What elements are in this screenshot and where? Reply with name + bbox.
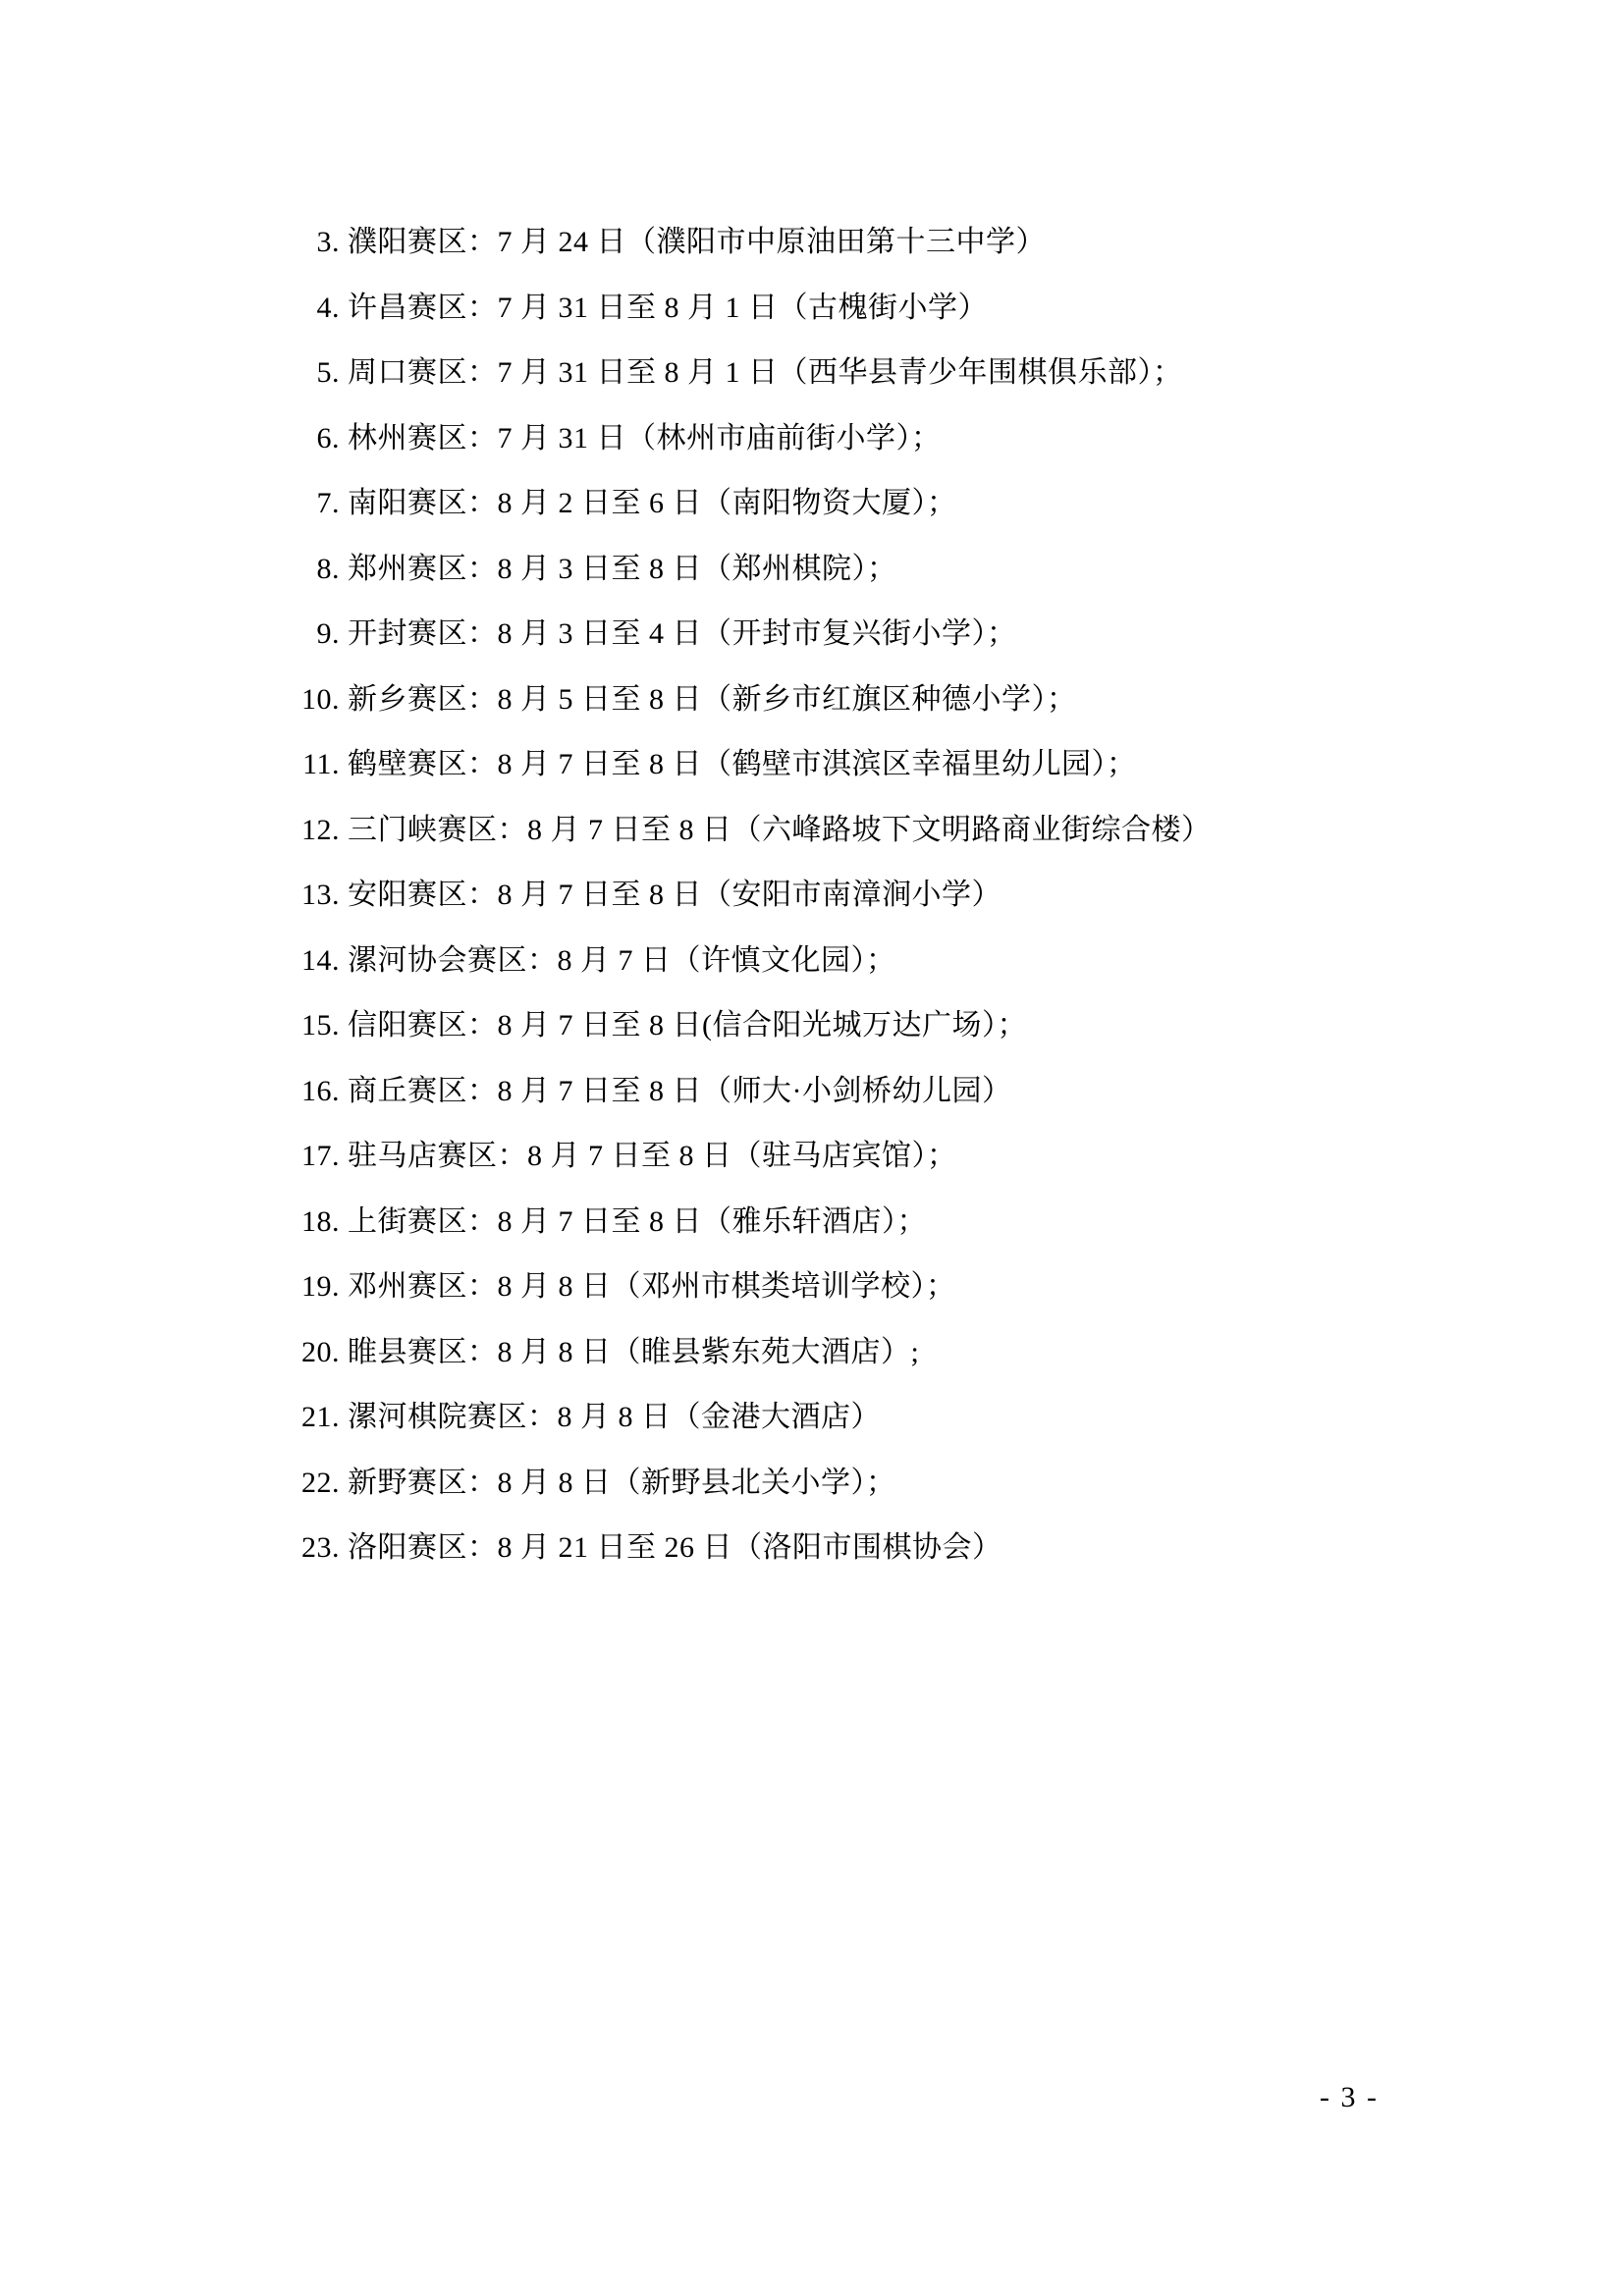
list-item-number: 8. [316, 552, 340, 585]
list-item-number: 22. [301, 1466, 340, 1499]
list-item-text: 上街赛区：8 月 7 日至 8 日（雅乐轩酒店）； [348, 1204, 927, 1238]
list-item [283, 228, 1382, 257]
list-item [283, 489, 1382, 518]
list-item-number: 10. [301, 682, 340, 716]
list-item-number: 12. [301, 813, 340, 846]
list-item-text: 洛阳赛区：8 月 21 日至 26 日（洛阳市围棋协会） [348, 1531, 1002, 1564]
list-item [283, 881, 1382, 910]
list-item-text: 商丘赛区：8 月 7 日至 8 日（师大·小剑桥幼儿园） [348, 1074, 1012, 1107]
list-item-text: 鹤壁赛区：8 月 7 日至 8 日（鹤壁市淇滨区幸福里幼儿园）； [348, 748, 1137, 780]
list-item-number: 5. [316, 356, 340, 389]
list-item [283, 1533, 1382, 1563]
list-item-number: 19. [301, 1270, 340, 1303]
list-item [283, 1142, 1382, 1171]
list-item-text: 邓州赛区：8 月 8 日（邓州市棋类培训学校）； [348, 1270, 956, 1303]
list-item-text: 新野赛区：8 月 8 日（新野县北关小学）； [348, 1466, 896, 1499]
list-item-number: 16. [301, 1074, 340, 1107]
list-item-text: 睢县赛区：8 月 8 日（睢县紫东苑大酒店）; [348, 1335, 920, 1368]
list-item-number: 9. [316, 617, 340, 650]
list-item-number: 23. [301, 1531, 340, 1564]
list-item-text: 开封赛区：8 月 3 日至 4 日（开封市复兴街小学）； [348, 617, 1017, 650]
list-item [283, 1335, 1382, 1368]
list-item [283, 421, 1382, 454]
list-item-number: 11. [302, 748, 340, 780]
list-item [283, 619, 1382, 649]
list-item [283, 813, 1382, 846]
list-item-text: 漯河棋院赛区：8 月 8 日（金港大酒店） [348, 1401, 881, 1433]
list-item [283, 1468, 1382, 1498]
list-item-number: 21. [301, 1401, 340, 1433]
list-item [283, 1204, 1382, 1238]
list-item [283, 552, 1382, 585]
list-item-text: 濮阳赛区：7 月 24 日（濮阳市中原油田第十三中学） [348, 226, 1046, 258]
list-item-text: 漯河协会赛区：8 月 7 日（许慎文化园）； [348, 943, 896, 977]
list-item-text: 安阳赛区：8 月 7 日至 8 日（安阳市南漳涧小学） [348, 879, 1001, 911]
list-item-text: 郑州赛区：8 月 3 日至 8 日（郑州棋院）； [348, 552, 897, 585]
list-item [283, 750, 1382, 779]
list-item [283, 1011, 1382, 1041]
list-item-number: 7. [316, 487, 340, 519]
list-item [283, 291, 1382, 324]
list-item [283, 1272, 1382, 1302]
list-item [283, 943, 1382, 977]
list-item-text: 许昌赛区：7 月 31 日至 8 月 1 日（古槐街小学） [348, 291, 988, 324]
list-item-text: 信阳赛区：8 月 7 日至 8 日(信合阳光城万达广场）； [348, 1009, 1027, 1041]
list-item-number: 18. [301, 1204, 340, 1238]
list-item-text: 周口赛区：7 月 31 日至 8 月 1 日（西华县青少年围棋俱乐部）； [348, 356, 1183, 389]
list-item-number: 20. [301, 1335, 340, 1368]
list-item [283, 682, 1382, 716]
list-item-text: 南阳赛区：8 月 2 日至 6 日（南阳物资大厦）； [348, 487, 957, 519]
list-item [283, 358, 1382, 388]
venue-list [283, 228, 1382, 1599]
list-item-text: 新乡赛区：8 月 5 日至 8 日（新乡市红旗区种德小学）； [348, 682, 1077, 716]
list-item [283, 1403, 1382, 1432]
list-item-number: 17. [301, 1140, 340, 1172]
list-item [283, 1074, 1382, 1107]
page-number: - 3 - [1320, 2081, 1379, 2113]
list-item-number: 13. [301, 879, 340, 911]
list-item-number: 4. [316, 291, 340, 324]
list-item-text: 林州赛区：7 月 31 日（林州市庙前街小学）； [348, 421, 942, 454]
list-item-text: 三门峡赛区：8 月 7 日至 8 日（六峰路坡下文明路商业街综合楼） [348, 813, 1212, 846]
list-item-number: 15. [301, 1009, 340, 1041]
list-item-number: 3. [316, 226, 340, 258]
list-item-number: 14. [301, 943, 340, 977]
list-item-number: 6. [316, 421, 340, 454]
list-item-text: 驻马店赛区：8 月 7 日至 8 日（驻马店宾馆）； [348, 1140, 957, 1172]
